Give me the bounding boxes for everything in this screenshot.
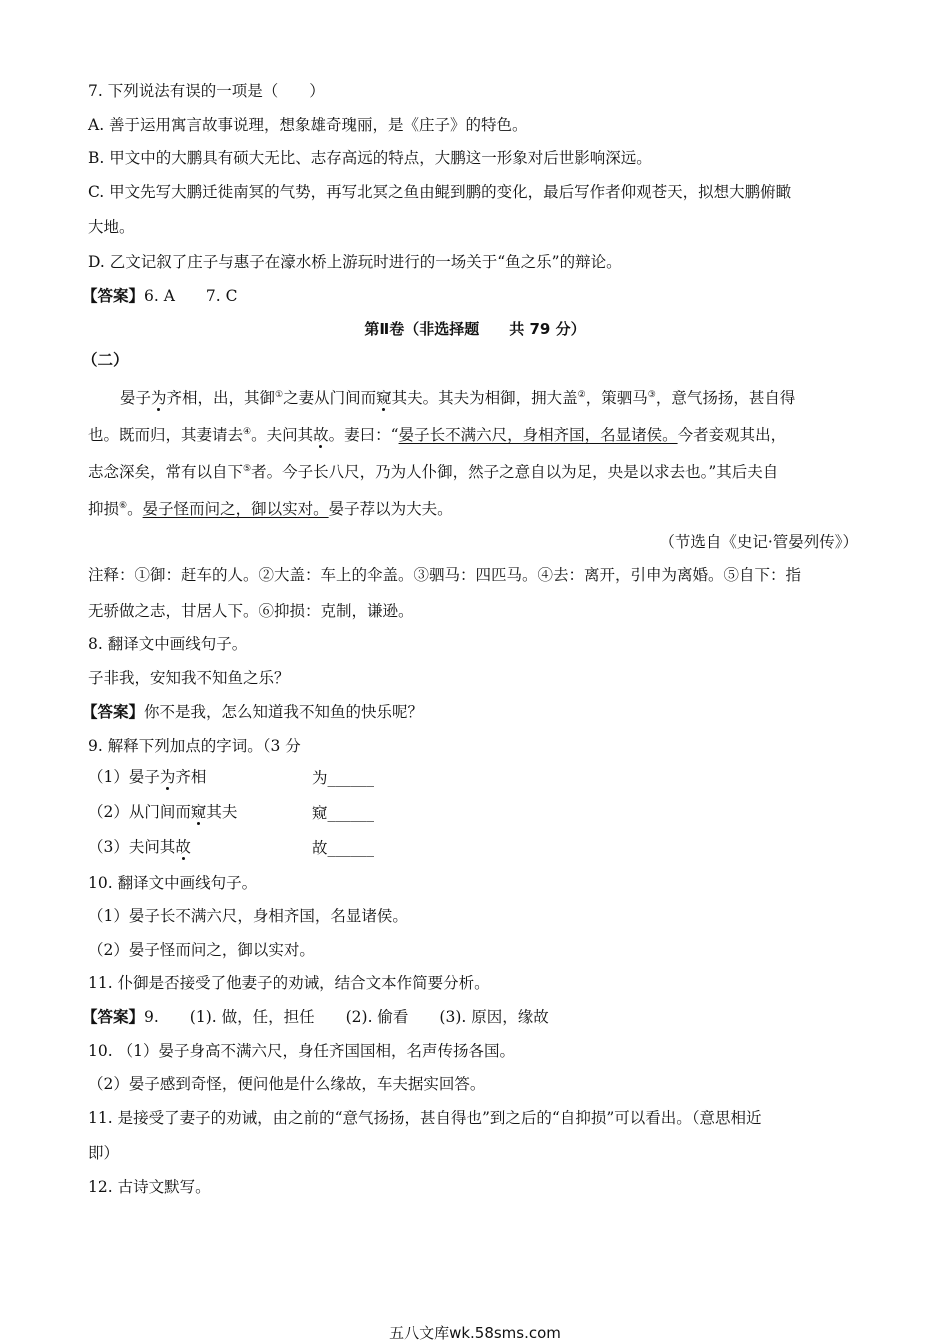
passage-line-1 xyxy=(120,384,795,409)
item-number: （2） xyxy=(88,803,129,821)
q11-stem: 11. 仆御是否接受了他妻子的劝诫，结合文本作简要分析。 xyxy=(88,974,490,992)
text: 其夫 xyxy=(206,803,238,821)
note-ref: ④ xyxy=(243,427,252,437)
text: 。 xyxy=(127,500,143,519)
text: ，策驷马 xyxy=(585,389,648,408)
answer-6-7 xyxy=(82,285,238,307)
dotted-char: 为 xyxy=(151,389,167,408)
q9-item-1 xyxy=(88,766,206,788)
q7-option-c-line1: C. 甲文先写大鹏迁徙南冥的气势，再写北冥之鱼由鲲到鹏的变化，最后写作者仰观苍天，拟想大鹏俯瞰 xyxy=(88,183,792,201)
q9-blank-2[interactable]: 窥______ xyxy=(312,804,375,822)
q7-option-c-line2: 大地。 xyxy=(88,218,135,236)
text: 。夫问其 xyxy=(251,426,314,445)
passage-line-2 xyxy=(88,421,786,446)
q9-blank-3[interactable]: 故______ xyxy=(312,839,375,857)
text: 齐相，出，其御 xyxy=(166,389,276,408)
notes-line-2: 无骄做之志，甘居人下。⑥抑损：克制，谦逊。 xyxy=(88,602,414,620)
note-ref: ② xyxy=(577,390,586,400)
q8-stem: 8. 翻译文中画线句子。 xyxy=(88,635,248,653)
underlined-sentence: 晏子怪而问之，御以实对。 xyxy=(142,500,329,519)
answer-label: 【答案】 xyxy=(82,287,145,305)
text: 齐相 xyxy=(175,768,207,786)
part-two-heading: （二） xyxy=(82,351,129,369)
text: 今者妾观其出， xyxy=(677,426,787,445)
note-ref: ⑤ xyxy=(243,464,252,474)
note-ref: ⑥ xyxy=(119,501,128,511)
q10-sentence-1: （1）晏子长不满六尺，身相齐国，名显诸侯。 xyxy=(88,907,408,925)
section-title: 第Ⅱ卷（非选择题 共 79 分） xyxy=(364,320,586,338)
text: 晏子 xyxy=(120,389,152,408)
answer-text: 你不是我，怎么知道我不知鱼的快乐呢？ xyxy=(144,703,424,721)
item-number: （3） xyxy=(88,838,129,856)
answer-label: 【答案】 xyxy=(82,1008,145,1026)
text: 。妻曰：“ xyxy=(328,426,399,445)
q9-blank-1[interactable]: 为______ xyxy=(312,769,375,787)
text: 抑损 xyxy=(88,500,120,519)
footer-watermark: 五八文库wk.58sms.com xyxy=(389,1324,561,1342)
dotted-char: 窥 xyxy=(376,389,392,408)
text: 者。今子长八尺，乃为人仆御，然子之意自以为足，央是以求去也。”其后夫自 xyxy=(251,463,779,482)
text: 之妻从门间而 xyxy=(283,389,377,408)
q8-sentence: 子非我，安知我不知鱼之乐？ xyxy=(88,669,290,687)
text: 其夫。其夫为相御，拥大盖 xyxy=(391,389,578,408)
text: 晏子 xyxy=(128,768,160,786)
passage-line-4 xyxy=(88,495,453,520)
passage-source: （节选自《史记·管晏列传》） xyxy=(659,533,858,551)
text: 志念深矣，常有以自下 xyxy=(88,463,244,482)
text: 夫问其 xyxy=(128,838,176,856)
dotted-char: 窥 xyxy=(190,803,207,821)
q10-sentence-2: （2）晏子怪而问之，御以实对。 xyxy=(88,941,315,959)
text: ，意气扬扬，甚自得 xyxy=(655,389,796,408)
answer-9 xyxy=(82,1006,549,1028)
answer-text: 6. A 7. C xyxy=(144,287,238,305)
q10-stem: 10. 翻译文中画线句子。 xyxy=(88,874,258,892)
q12-stem: 12. 古诗文默写。 xyxy=(88,1178,211,1196)
q9-item-2 xyxy=(88,801,237,823)
dotted-char: 故 xyxy=(175,838,191,856)
q9-item-3 xyxy=(88,836,191,858)
text: 从门间而 xyxy=(128,803,191,821)
answer-10-2: （2）晏子感到奇怪，便问他是什么缘故，车夫据实回答。 xyxy=(88,1075,486,1093)
q7-stem: 7. 下列说法有误的一项是（ ） xyxy=(88,82,325,100)
notes-line-1: 注释：①御：赶车的人。②大盖：车上的伞盖。③驷马：四匹马。④去：离开，引申为离婚。⑤自下：指 xyxy=(88,566,802,584)
answer-11-line2: 即） xyxy=(88,1144,120,1162)
note-ref: ① xyxy=(275,390,284,400)
note-ref: ③ xyxy=(647,390,656,400)
answer-text: 9. (1). 做，任，担任 (2). 偷看 (3). 原因，缘故 xyxy=(144,1008,549,1026)
text: 也。既而归，其妻请去 xyxy=(88,426,244,445)
q7-option-d: D. 乙文记叙了庄子与惠子在濠水桥上游玩时进行的一场关于“鱼之乐”的辩论。 xyxy=(88,253,622,271)
q7-option-a: A. 善于运用寓言故事说理，想象雄奇瑰丽，是《庄子》的特色。 xyxy=(88,116,528,134)
answer-10-1: 10. （1）晏子身高不满六尺，身任齐国国相，名声传扬各国。 xyxy=(88,1042,515,1060)
dotted-char: 为 xyxy=(159,768,176,786)
answer-label: 【答案】 xyxy=(82,703,145,721)
dotted-char: 故 xyxy=(313,426,329,445)
passage-line-3 xyxy=(88,458,778,483)
q8-answer xyxy=(82,701,423,723)
item-number: （1） xyxy=(88,768,129,786)
underlined-sentence: 晏子长不满六尺，身相齐国，名显诸侯。 xyxy=(398,426,678,445)
q9-stem: 9. 解释下列加点的字词。（3 分 xyxy=(88,737,301,755)
q7-option-b: B. 甲文中的大鹏具有硕大无比、志存高远的特点，大鹏这一形象对后世影响深远。 xyxy=(88,149,652,167)
text: 晏子荐以为大夫。 xyxy=(328,500,453,519)
answer-11-line1: 11. 是接受了妻子的劝诫，由之前的“意气扬扬，甚自得也”到之后的“自抑损”可以看出。（意思相近 xyxy=(88,1109,762,1127)
